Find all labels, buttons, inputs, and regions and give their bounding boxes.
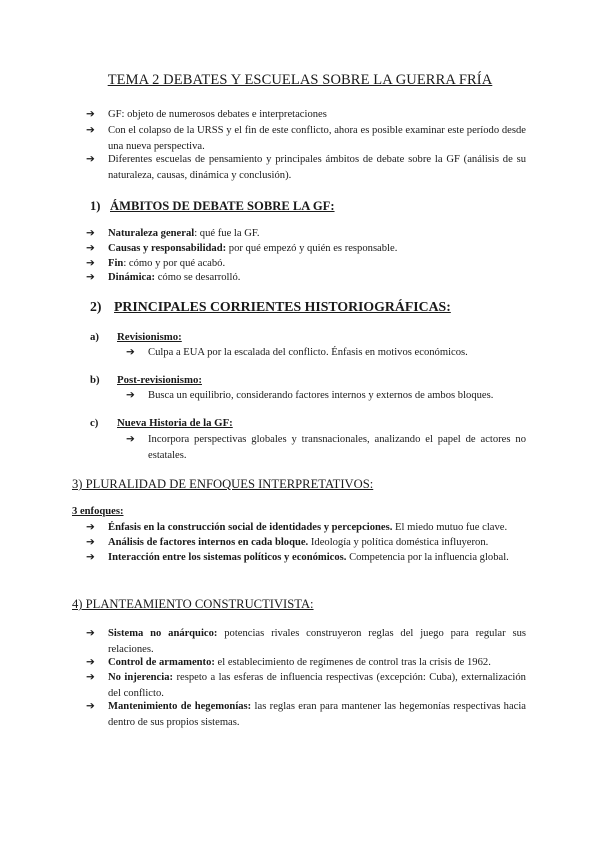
intro-item-3	[86, 152, 526, 184]
intro-text-1: GF: objeto de numerosos debates e interpretaciones	[108, 109, 327, 120]
item-bold: Sistema no anárquico:	[108, 628, 218, 639]
section2-title: PRINCIPALES CORRIENTES HISTORIOGRÁFICAS:	[114, 299, 451, 314]
item-text: Competencia por la influencia global.	[346, 552, 509, 563]
section1-number: 1)	[90, 199, 101, 213]
section2-sub-b	[90, 374, 202, 386]
intro-item-1	[86, 107, 518, 123]
section3-item-3	[86, 550, 526, 566]
section2-heading	[90, 299, 451, 315]
sub-label: Revisionismo:	[117, 331, 182, 343]
arrow-icon: ➔	[86, 125, 95, 136]
arrow-icon: ➔	[126, 390, 135, 401]
section4-item-1	[86, 626, 526, 658]
item-text: el establecimiento de regímenes de control tras la crisis de 1962.	[214, 657, 491, 668]
arrow-icon: ➔	[86, 552, 95, 563]
sub-text: Culpa a EUA por la escalada del conflicto. Énfasis en motivos económicos.	[148, 347, 468, 358]
arrow-icon: ➔	[86, 628, 95, 639]
arrow-icon: ➔	[86, 537, 95, 548]
section3-heading: 3) PLURALIDAD DE ENFOQUES INTERPRETATIVOS:	[72, 477, 374, 491]
section4-item-2	[86, 655, 526, 671]
sub-number: b)	[90, 374, 100, 386]
section2-sub-c-item	[126, 432, 526, 464]
section1-item-4	[86, 270, 526, 286]
sub-label: Post-revisionismo:	[117, 374, 202, 386]
sub-number: a)	[90, 331, 99, 343]
sub-number: c)	[90, 417, 99, 429]
item-text: las reglas eran para mantener las hegemonías respectivas hacia dentro de sus propios sistemas.	[108, 701, 526, 728]
intro-item-2	[86, 123, 526, 155]
section2-sub-c	[90, 417, 233, 429]
arrow-icon: ➔	[86, 701, 95, 712]
item-bold: Dinámica:	[108, 272, 156, 283]
arrow-icon: ➔	[86, 522, 95, 533]
item-text: : cómo y por qué acabó.	[123, 258, 226, 269]
sub-text: Busca un equilibrio, considerando factores internos y externos de ambos bloques.	[148, 390, 494, 401]
item-bold: Énfasis en la construcción social de identidades y percepciones.	[108, 522, 393, 533]
intro-text-2: Con el colapso de la URSS y el fin de este conflicto, ahora es posible examinar este período desde una nueva perspectiva.	[108, 125, 526, 152]
sub-text: Incorpora perspectivas globales y transnacionales, analizando el papel de actores no estatales.	[148, 434, 526, 461]
item-text: respeto a las esferas de influencia respectivas (excepción: Cuba), externalización del conflicto.	[108, 672, 526, 699]
arrow-icon: ➔	[86, 672, 95, 683]
item-text: Ideología y política doméstica influyeron.	[308, 537, 489, 548]
enfoques-label: 3 enfoques:	[72, 506, 124, 517]
intro-text-3: Diferentes escuelas de pensamiento y principales ámbitos de debate sobre la GF (análisis de su naturaleza, causas, dinámica y conclusión).	[108, 154, 526, 181]
arrow-icon: ➔	[86, 228, 95, 239]
item-bold: Naturaleza general	[108, 228, 195, 239]
page-title: TEMA 2 DEBATES Y ESCUELAS SOBRE LA GUERRA FRÍA	[107, 72, 493, 88]
item-bold: No injerencia:	[108, 672, 174, 683]
item-bold: Mantenimiento de hegemonías:	[108, 701, 252, 712]
section2-sub-a-item	[126, 345, 526, 361]
section2-number: 2)	[90, 299, 102, 314]
item-text: potencias rivales construyeron reglas del juego para regular sus relaciones.	[108, 628, 526, 655]
item-text: El miedo mutuo fue clave.	[392, 522, 508, 533]
section4-item-4	[86, 699, 526, 731]
arrow-icon: ➔	[126, 434, 135, 445]
item-text: : qué fue la GF.	[194, 228, 260, 239]
item-bold: Análisis de factores internos en cada bloque.	[108, 537, 309, 548]
section4-item-3	[86, 670, 526, 702]
item-bold: Interacción entre los sistemas políticos y económicos.	[108, 552, 347, 563]
item-text: cómo se desarrolló.	[155, 272, 241, 283]
section1-item-1	[86, 226, 526, 242]
arrow-icon: ➔	[86, 243, 95, 254]
arrow-icon: ➔	[86, 272, 95, 283]
item-bold: Control de armamento:	[108, 657, 215, 668]
section2-sub-a	[90, 331, 182, 343]
section4-heading: 4) PLANTEAMIENTO CONSTRUCTIVISTA:	[72, 597, 314, 611]
section1-heading	[90, 199, 335, 214]
item-bold: Fin	[108, 258, 124, 269]
item-bold: Causas y responsabilidad:	[108, 243, 227, 254]
arrow-icon: ➔	[86, 154, 95, 165]
arrow-icon: ➔	[86, 657, 95, 668]
section3-item-2	[86, 535, 526, 551]
item-text: por qué empezó y quién es responsable.	[226, 243, 398, 254]
section1-item-2	[86, 241, 526, 257]
section3-item-1	[86, 520, 526, 536]
section2-sub-b-item	[126, 388, 526, 404]
sub-label: Nueva Historia de la GF:	[117, 417, 233, 429]
arrow-icon: ➔	[126, 347, 135, 358]
arrow-icon: ➔	[86, 109, 95, 120]
section1-title: ÁMBITOS DE DEBATE SOBRE LA GF:	[110, 199, 335, 213]
arrow-icon: ➔	[86, 258, 95, 269]
